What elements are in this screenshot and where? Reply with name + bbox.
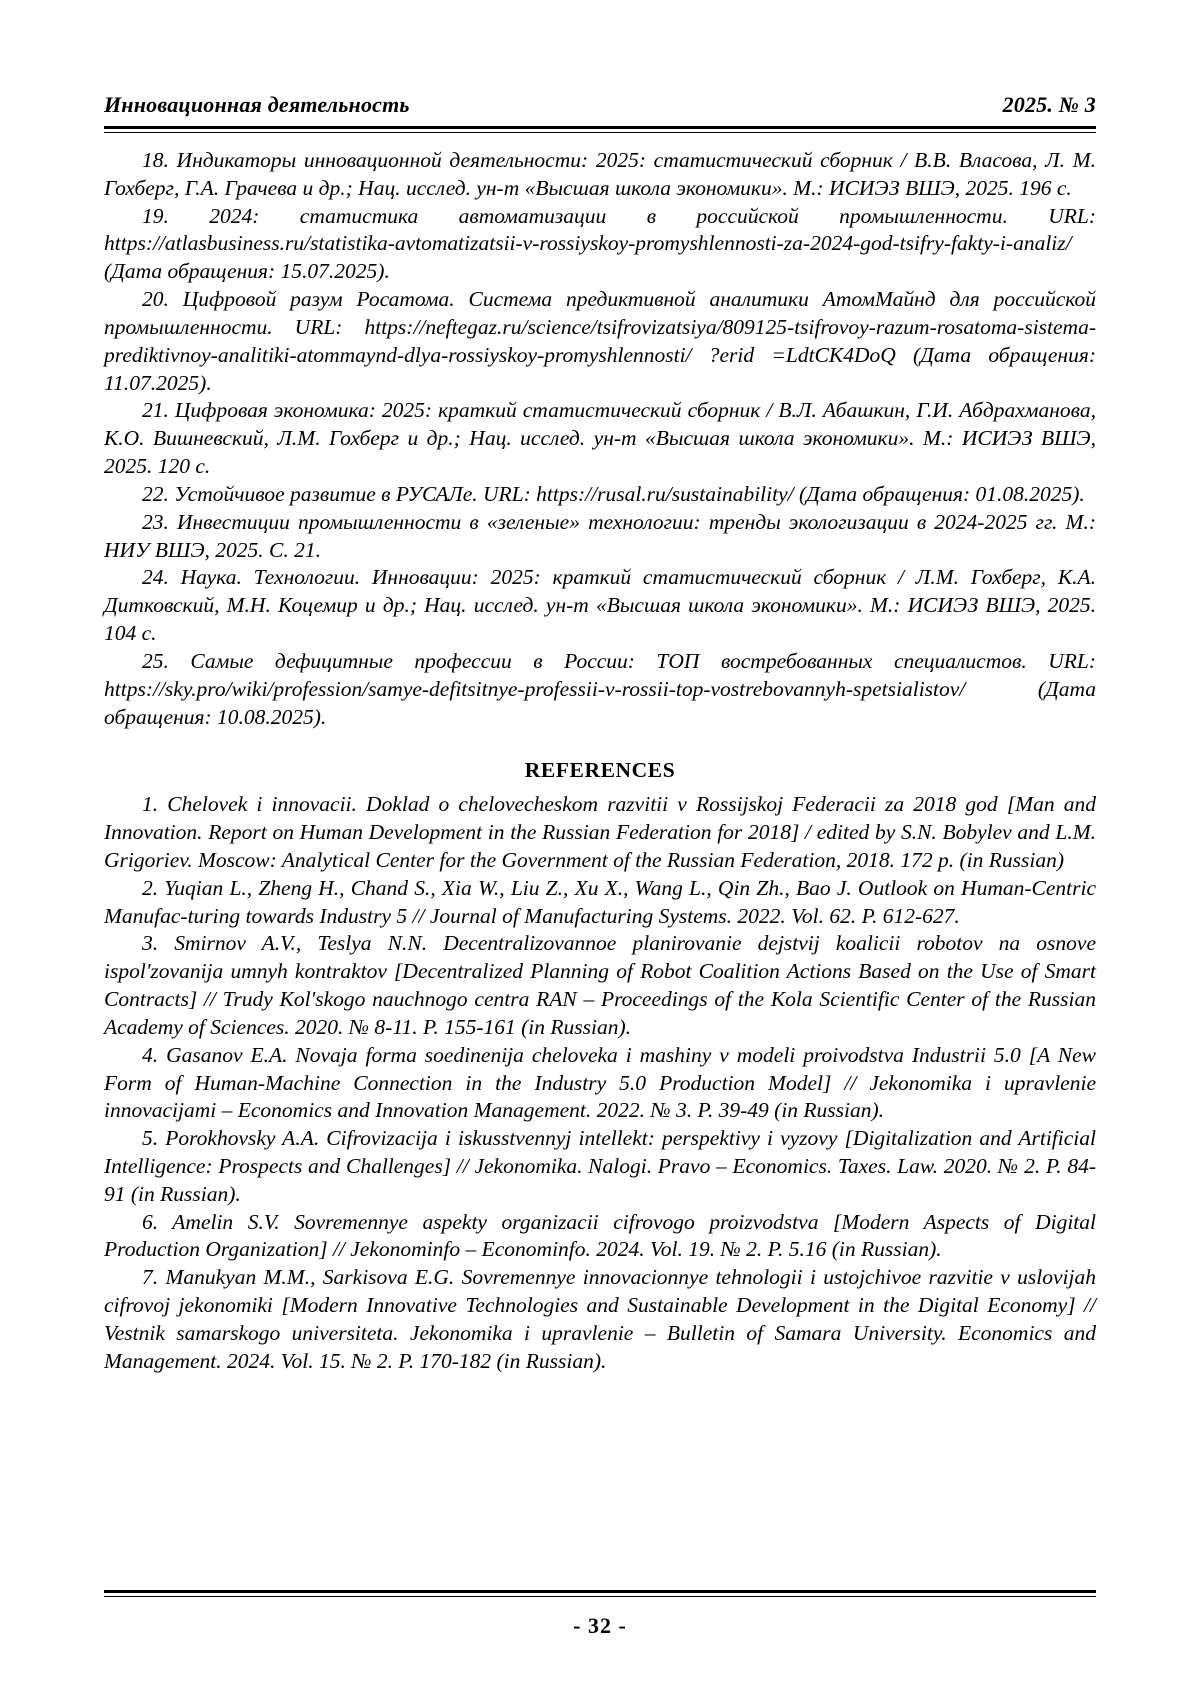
list-item: 19. 2024: статистика автоматизации в российской промышленности. URL: https://atlasbusiness.ru/statistika-avtomatizatsii-v-rossiyskoy-promyshlennosti-za-2024-god-tsifry-fakty-i-analiz/ (Дата обращения: 15.07.2025). bbox=[104, 203, 1096, 284]
list-item: 18. Индикаторы инновационной деятельности: 2025: статистический сборник / В.В. Власова, Л. М. Гохберг, Г.А. Грачева и др.; Нац. исслед. ун-т «Высшая школа экономики». М.: ИСИЭЗ ВШЭ, 2025. 196 с. bbox=[104, 148, 1096, 200]
references-heading: REFERENCES bbox=[524, 758, 676, 783]
page-footer bbox=[104, 1590, 1096, 1639]
list-item: 1. Chelovek i innovacii. Doklad o chelovecheskom razvitii v Rossijskoj Federacii za 2018 god [Man and Innovation. Report on Human Development in the Russian Federation for 2018] / edited by S.N. Bobylev and L.M. Grigoriev. Moscow: Analytical Center for the Government of the Russian Federation, 2018. 172 p. (in Russian) bbox=[104, 792, 1096, 872]
running-head bbox=[104, 92, 1096, 118]
footer-rule bbox=[104, 1590, 1096, 1597]
list-item: 20. Цифровой разум Росатома. Система предиктивной аналитики АтомМайнд для российской промышленности. URL: https://neftegaz.ru/science/tsifrovizatsiya/809125-tsifrovoy-razum-rosatoma-sistema-prediktivnoy-analitiki-atommaynd-dlya-rossiyskoy-promyshlennosti/ ?erid =LdtCK4DoQ (Дата обращения: 11.07.2025). bbox=[104, 287, 1096, 395]
issue-label: 2025. № 3 bbox=[1002, 92, 1096, 117]
list-item: 3. Smirnov A.V., Teslya N.N. Decentralizovannoe planirovanie dejstvij koalicii robotov na osnove ispol'zovanija umnyh kontraktov [Decentralized Planning of Robot Coalition Actions Based on the Use of Smart Contracts] // Trudy Kol'skogo nauchnogo centra RAN – Proceedings of the Kola Scientific Center of the Russian Academy of Sciences. 2020. № 8-11. P. 155-161 (in Russian). bbox=[104, 931, 1096, 1039]
list-item: 6. Amelin S.V. Sovremennye aspekty organizacii cifrovogo proizvodstva [Modern Aspects of Digital Production Organization] // Jekonominfo – Econominfo. 2024. Vol. 19. № 2. P. 5.16 (in Russian). bbox=[104, 1209, 1096, 1262]
list-item: 25. Самые дефицитные профессии в России: ТОП востребованных специалистов. URL: https://sky.pro/wiki/profession/samye-defitsitnye-professii-v-rossii-top-vostrebovannyh-spetsialistov/ (Дата обращения: 10.08.2025). bbox=[104, 648, 1096, 729]
list-item: 23. Инвестиции промышленности в «зеленые» технологии: тренды экологизации в 2024-2025 гг. М.: НИУ ВШЭ, 2025. С. 21. bbox=[104, 509, 1096, 562]
list-item: 4. Gasanov E.A. Novaja forma soedinenija cheloveka i mashiny v modeli proivodstva Industrii 5.0 [A New Form of Human-Machine Connection in the Industry 5.0 Production Model] // Jekonomika i upravlenie innovacijami – Economics and Innovation Management. 2022. № 3. P. 39-49 (in Russian). bbox=[104, 1042, 1096, 1123]
list-item: 2. Yuqian L., Zheng H., Chand S., Xia W., Liu Z., Xu X., Wang L., Qin Zh., Bao J. Outlook on Human-Centric Manufac-turing towards Industry 5 // Journal of Manufacturing Systems. 2022. Vol. 62. P. 612-627. bbox=[104, 875, 1096, 928]
header-rule bbox=[104, 126, 1096, 133]
list-item: 21. Цифровая экономика: 2025: краткий статистический сборник / В.Л. Абашкин, Г.И. Абдрахманова, К.О. Вишневский, Л.М. Гохберг и др.; Нац. исслед. ун-т «Высшая школа экономики». М.: ИСИЭЗ ВШЭ, 2025. 120 с. bbox=[104, 398, 1096, 479]
list-item: 24. Наука. Технологии. Инновации: 2025: краткий статистический сборник / Л.М. Гохберг, К.А. Дитковский, М.Н. Коцемир и др.; Нац. исслед. ун-т «Высшая школа экономики». М.: ИСИЭЗ ВШЭ, 2025. 104 с. bbox=[104, 565, 1096, 646]
list-item: 22. Устойчивое развитие в РУСАЛе. URL: https://rusal.ru/sustainability/ (Дата обращения: 01.08.2025). bbox=[142, 481, 1085, 506]
list-item: 5. Porokhovsky A.A. Cifrovizacija i iskusstvennyj intellekt: perspektivy i vyzovy [Digitalization and Artificial Intelligence: Prospects and Challenges] // Jekonomika. Nalogi. Pravo – Economics. Taxes. Law. 2020. № 2. P. 84-91 (in Russian). bbox=[104, 1126, 1096, 1206]
reference-list-russian bbox=[104, 147, 1096, 1376]
journal-title: Инновационная деятельность bbox=[104, 92, 410, 117]
page-number: - 32 - bbox=[573, 1613, 627, 1638]
list-item: 7. Manukyan M.M., Sarkisova E.G. Sovremennye innovacionnye tehnologii i ustojchivoe razvitie v uslovijah cifrovoj jekonomiki [Modern Innovative Technologies and Sustainable Development in the Digital Economy] // Vestnik samarskogo universiteta. Jekonomika i upravlenie – Bulletin of Samara University. Economics and Management. 2024. Vol. 15. № 2. P. 170-182 (in Russian). bbox=[104, 1265, 1096, 1373]
